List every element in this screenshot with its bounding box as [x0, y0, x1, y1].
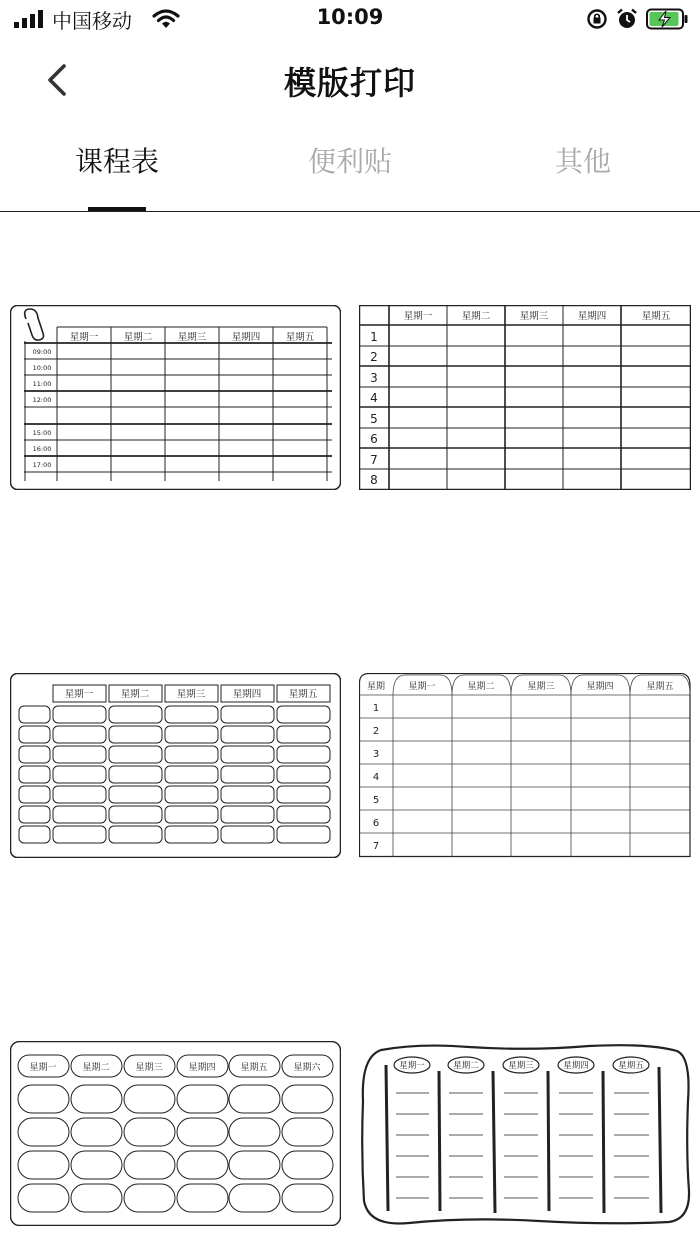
day-label: 星期四 [231, 332, 261, 343]
row-number: 1 [370, 330, 378, 344]
template-card-2[interactable] [359, 305, 691, 490]
day-label: 星期五 [240, 1063, 268, 1073]
time-label: 15:00 [32, 429, 52, 437]
day-label: 星期五 [288, 689, 318, 700]
day-label: 星期二 [461, 311, 491, 322]
page-title: 模版打印 [283, 64, 416, 102]
day-label: 星期二 [467, 682, 495, 692]
row-number: 5 [370, 412, 378, 426]
rotation-lock-icon [586, 8, 608, 30]
battery-icon [646, 8, 690, 30]
day-label: 星期四 [232, 689, 262, 700]
row-number: 2 [370, 350, 378, 364]
day-label: 星期三 [527, 682, 555, 692]
time-label: 09:00 [32, 348, 52, 356]
corner-label: 星期 [366, 682, 386, 692]
day-label: 星期四 [586, 682, 614, 692]
template-card-1[interactable] [10, 305, 341, 490]
alarm-icon [616, 8, 638, 30]
tab-sticky-notes[interactable]: 便利贴 [307, 145, 392, 178]
time-label: 10:00 [32, 364, 52, 372]
row-number: 5 [372, 795, 380, 806]
day-label: 星期五 [285, 332, 315, 343]
row-number: 7 [372, 841, 380, 852]
template-card-6[interactable] [359, 1041, 691, 1228]
day-label: 星期一 [64, 689, 94, 700]
row-number: 2 [372, 726, 380, 737]
day-label: 星期三 [519, 311, 549, 322]
day-label: 星期五 [641, 311, 671, 322]
row-number: 1 [372, 703, 380, 714]
day-label: 星期一 [399, 1061, 425, 1071]
tab-schedule[interactable]: 课程表 [74, 145, 159, 178]
tab-other[interactable]: 其他 [554, 145, 611, 178]
day-label: 星期六 [293, 1063, 321, 1073]
day-label: 星期三 [508, 1061, 534, 1071]
row-number: 4 [370, 391, 378, 405]
status-bar [0, 0, 700, 40]
day-label: 星期三 [177, 332, 207, 343]
template-card-3[interactable] [10, 673, 341, 858]
row-number: 4 [372, 772, 380, 783]
tab-divider [0, 211, 700, 212]
day-label: 星期四 [563, 1061, 589, 1071]
template-card-5[interactable] [10, 1041, 341, 1226]
day-label: 星期四 [577, 311, 607, 322]
day-label: 星期一 [29, 1063, 57, 1073]
day-label: 星期五 [646, 682, 674, 692]
day-label: 星期三 [135, 1063, 163, 1073]
row-number: 6 [370, 432, 378, 446]
day-label: 星期三 [176, 689, 206, 700]
day-label: 星期一 [403, 311, 433, 322]
day-label: 星期一 [69, 332, 99, 343]
time-label: 16:00 [32, 445, 52, 453]
row-number: 6 [372, 818, 380, 829]
row-number: 7 [370, 453, 378, 467]
day-label: 星期二 [123, 332, 153, 343]
day-label: 星期二 [120, 689, 150, 700]
row-number: 3 [370, 371, 378, 385]
clock: 10:09 [316, 5, 384, 29]
template-card-4[interactable] [359, 673, 691, 858]
carrier-name: 中国移动 [52, 9, 132, 33]
day-label: 星期五 [618, 1061, 644, 1071]
day-label: 星期二 [82, 1063, 110, 1073]
day-label: 星期二 [453, 1061, 479, 1071]
day-label: 星期四 [188, 1063, 216, 1073]
time-label: 11:00 [32, 380, 52, 388]
row-number: 8 [370, 473, 378, 487]
day-label: 星期一 [408, 682, 436, 692]
row-number: 3 [372, 749, 380, 760]
time-label: 17:00 [32, 461, 52, 469]
time-label: 12:00 [32, 396, 52, 404]
